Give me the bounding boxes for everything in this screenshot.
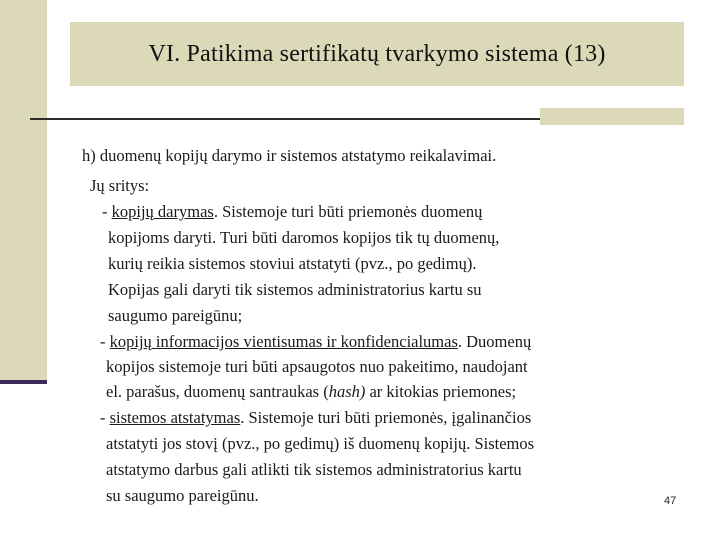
- item3-line: atstatymo darbus gali atlikti tik sistemos administratorius kartu: [106, 460, 522, 479]
- item2-line3-post: ar kitokias priemones;: [365, 382, 517, 401]
- item2-first-line: [100, 332, 531, 352]
- item3-line: atstatyti jos stovį (pvz., po gedimų) iš duomenų kopijų. Sistemos: [106, 434, 535, 453]
- item1-line: saugumo pareigūnu;: [108, 306, 243, 325]
- slide-title: VI. Patikima sertifikatų tvarkymo sistema (13): [148, 40, 606, 67]
- item1-rest: . Sistemoje turi būti priemonės duomenų: [213, 202, 483, 221]
- item2-bullet: -: [100, 332, 110, 351]
- item1-line: Kopijas gali daryti tik sistemos administratorius kartu su: [108, 280, 482, 299]
- item3-bullet: -: [100, 408, 110, 427]
- areas-label: Jų sritys:: [90, 176, 150, 195]
- item1-first-line: [102, 202, 482, 222]
- item2-line: kopijos sistemoje turi būti apsaugotos nuo pakeitimo, naudojant: [106, 357, 528, 376]
- item1-term: kopijų darymas: [111, 202, 214, 221]
- item3-rest: . Sistemoje turi būti priemonės, įgalinančios: [240, 408, 532, 427]
- item2-term: kopijų informacijos vientisumas ir konfidencialumas: [109, 332, 458, 351]
- item1-line: kurių reikia sistemos stoviui atstatyti (pvz., po gedimų).: [108, 254, 477, 273]
- item3-term: sistemos atstatymas: [109, 408, 241, 427]
- item3-line: su saugumo pareigūnu.: [106, 486, 259, 505]
- item1-line: kopijoms daryti. Turi būti daromos kopijos tik tų duomenų,: [108, 228, 500, 247]
- page-number: 47: [664, 495, 677, 507]
- item2-hash-term: hash): [328, 382, 366, 401]
- item1-bullet: -: [102, 202, 112, 221]
- item2-line3-pre: el. parašus, duomenų santraukas (: [106, 382, 329, 401]
- item3-first-line: [100, 408, 531, 428]
- item2-rest: . Duomenų: [457, 332, 532, 351]
- section-heading: h) duomenų kopijų darymo ir sistemos atstatymo reikalavimai.: [82, 146, 497, 165]
- item2-line: [106, 382, 516, 402]
